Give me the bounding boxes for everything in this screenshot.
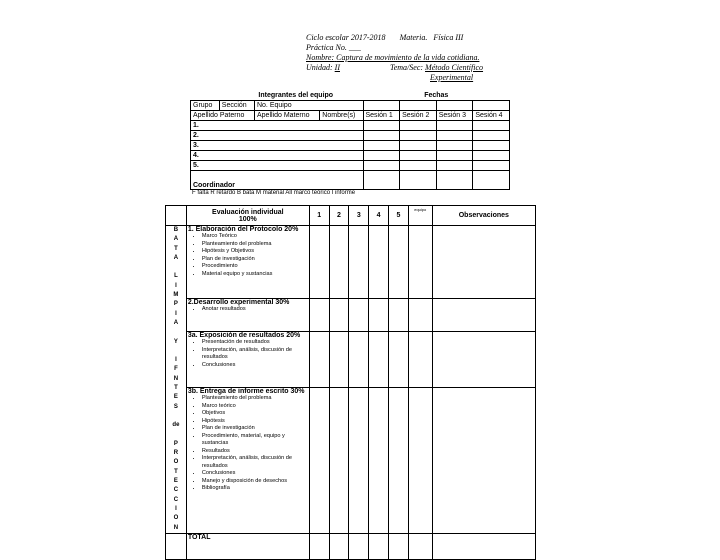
nombres-header: Nombre(s) — [320, 111, 363, 121]
legend-line: F falta R retardo B bata M material All marco teórico I informe — [192, 190, 356, 196]
score-cell[interactable] — [389, 299, 409, 332]
section-protocolo-title: 1. Elaboración del Protocolo 20% — [187, 226, 299, 233]
observation-cell[interactable] — [432, 388, 535, 534]
list-item: • Plan de investigación — [202, 256, 308, 264]
observation-cell[interactable] — [432, 299, 535, 332]
list-item: • Hipótesis y Objetivos — [202, 248, 308, 256]
score-cell[interactable] — [329, 388, 349, 534]
list-item: • Bibliografía — [202, 485, 308, 493]
list-item: • Anotar resultados — [202, 306, 308, 314]
document-header — [306, 33, 483, 83]
section-exposicion-title: 3a. Exposición de resultados 20% — [187, 332, 301, 340]
score-cell[interactable] — [369, 332, 389, 388]
tema-value: Método Científico — [425, 63, 484, 72]
score-cell[interactable] — [349, 226, 369, 299]
col-3: 3 — [349, 206, 369, 226]
ciclo-value: 2017-2018 — [350, 33, 386, 42]
practica-value: ___ — [348, 43, 361, 52]
score-cell[interactable] — [389, 388, 409, 534]
list-item: • Material equipo y sustancias — [202, 271, 308, 279]
grupo-header: Grupo — [191, 101, 220, 111]
score-cell[interactable] — [309, 332, 329, 388]
side-vertical-text: B A T A L I M P I A Y I F N T E S de P R O T E C C I O N — [166, 226, 187, 534]
list-item: • Conclusiones — [202, 362, 308, 370]
score-cell[interactable] — [369, 388, 389, 534]
team-row-4[interactable]: 4. — [191, 151, 364, 161]
list-item: • Presentación de resultados — [202, 339, 308, 347]
unidad-label: Unidad: — [306, 63, 333, 72]
section-desarrollo — [186, 299, 309, 332]
list-item: • Interpretación, análisis, discusión de resultados — [202, 455, 308, 470]
unidad-value: II — [334, 63, 340, 72]
col-2: 2 — [329, 206, 349, 226]
sesion1-header: Sesión 1 — [363, 111, 400, 121]
list-item: • Planteamiento del problema — [202, 395, 308, 403]
score-cell[interactable] — [329, 226, 349, 299]
list-item: • Conclusiones — [202, 470, 308, 478]
total-observation-cell[interactable] — [432, 533, 535, 559]
fechas-title: Fechas — [424, 92, 449, 99]
sesion2-header: Sesión 2 — [400, 111, 437, 121]
col-equipo: equipo — [408, 206, 432, 226]
col-5: 5 — [389, 206, 409, 226]
apellido-materno-header: Apellido Materno — [254, 111, 319, 121]
score-cell[interactable] — [389, 226, 409, 299]
materia-value: Física III — [433, 33, 464, 42]
score-cell[interactable] — [309, 226, 329, 299]
materia-label: Materia. — [399, 33, 428, 42]
score-cell[interactable] — [369, 299, 389, 332]
score-cell[interactable] — [408, 299, 432, 332]
tema-value-2: Experimental — [430, 73, 474, 82]
list-item: • Planteamiento del problema — [202, 241, 308, 249]
sesion4-header: Sesión 4 — [473, 111, 510, 121]
list-item: • Hipótesis — [202, 418, 308, 426]
observation-cell[interactable] — [432, 226, 535, 299]
list-item: • Procedimiento — [202, 263, 308, 271]
list-item: • Plan de investigación — [202, 425, 308, 433]
score-cell[interactable] — [408, 226, 432, 299]
no-equipo-header: No. Equipo — [254, 101, 363, 111]
section-exposicion — [186, 332, 309, 388]
eval-header-title: Evaluación individual — [212, 208, 284, 216]
section-protocolo — [186, 226, 309, 299]
nombre-value: Captura de movimiento de la vida cotidiana. — [336, 53, 480, 62]
total-cell[interactable] — [329, 533, 349, 559]
score-cell[interactable] — [349, 299, 369, 332]
score-cell[interactable] — [309, 299, 329, 332]
score-cell[interactable] — [369, 226, 389, 299]
team-title: Integrantes del equipo — [258, 92, 334, 99]
team-row-5[interactable]: 5. — [191, 161, 364, 171]
score-cell[interactable] — [408, 388, 432, 534]
apellido-paterno-header: Apellido Paterno — [191, 111, 255, 121]
list-item: • Marco teórico — [202, 403, 308, 411]
eval-header — [186, 206, 309, 226]
total-cell[interactable] — [389, 533, 409, 559]
total-label: TOTAL — [186, 533, 309, 559]
eval-header-pct: 100% — [238, 215, 257, 223]
observaciones-header: Observaciones — [432, 206, 535, 226]
list-item: • Resultados — [202, 448, 308, 456]
team-row-3[interactable]: 3. — [191, 141, 364, 151]
tema-label: Tema/Sec: — [390, 63, 424, 72]
seccion-header: Sección — [219, 101, 254, 111]
score-cell[interactable] — [349, 388, 369, 534]
score-cell[interactable] — [389, 332, 409, 388]
nombre-label: Nombre: — [306, 53, 335, 62]
total-cell[interactable] — [349, 533, 369, 559]
team-table — [190, 91, 510, 190]
col-1: 1 — [309, 206, 329, 226]
section-informe — [186, 388, 309, 534]
score-cell[interactable] — [408, 332, 432, 388]
score-cell[interactable] — [329, 332, 349, 388]
section-informe-title: 3b. Entrega de informe escrito 30% — [187, 388, 305, 396]
score-cell[interactable] — [349, 332, 369, 388]
score-cell[interactable] — [329, 299, 349, 332]
list-item: • Manejo y disposición de desechos — [202, 478, 308, 486]
list-item: • Marco Teórico — [202, 233, 308, 241]
team-row-2[interactable]: 2. — [191, 131, 364, 141]
total-cell[interactable] — [309, 533, 329, 559]
practica-label: Práctica No. — [306, 43, 347, 52]
total-cell[interactable] — [369, 533, 389, 559]
score-cell[interactable] — [309, 388, 329, 534]
evaluation-table — [165, 205, 536, 560]
list-item: • Procedimiento, material, equipo y sustancias — [202, 433, 308, 448]
section-desarrollo-title: 2.Desarrollo experimental 30% — [187, 299, 290, 307]
team-row-1[interactable]: 1. — [191, 121, 364, 131]
ciclo-label: Ciclo escolar — [306, 33, 349, 42]
team-row-coordinador[interactable]: Coordinador — [191, 171, 364, 190]
sesion3-header: Sesión 3 — [436, 111, 473, 121]
list-item: • Objetivos — [202, 410, 308, 418]
total-cell[interactable] — [408, 533, 432, 559]
list-item: • Interpretación, análisis, discusión de resultados — [202, 347, 308, 362]
col-4: 4 — [369, 206, 389, 226]
observation-cell[interactable] — [432, 332, 535, 388]
